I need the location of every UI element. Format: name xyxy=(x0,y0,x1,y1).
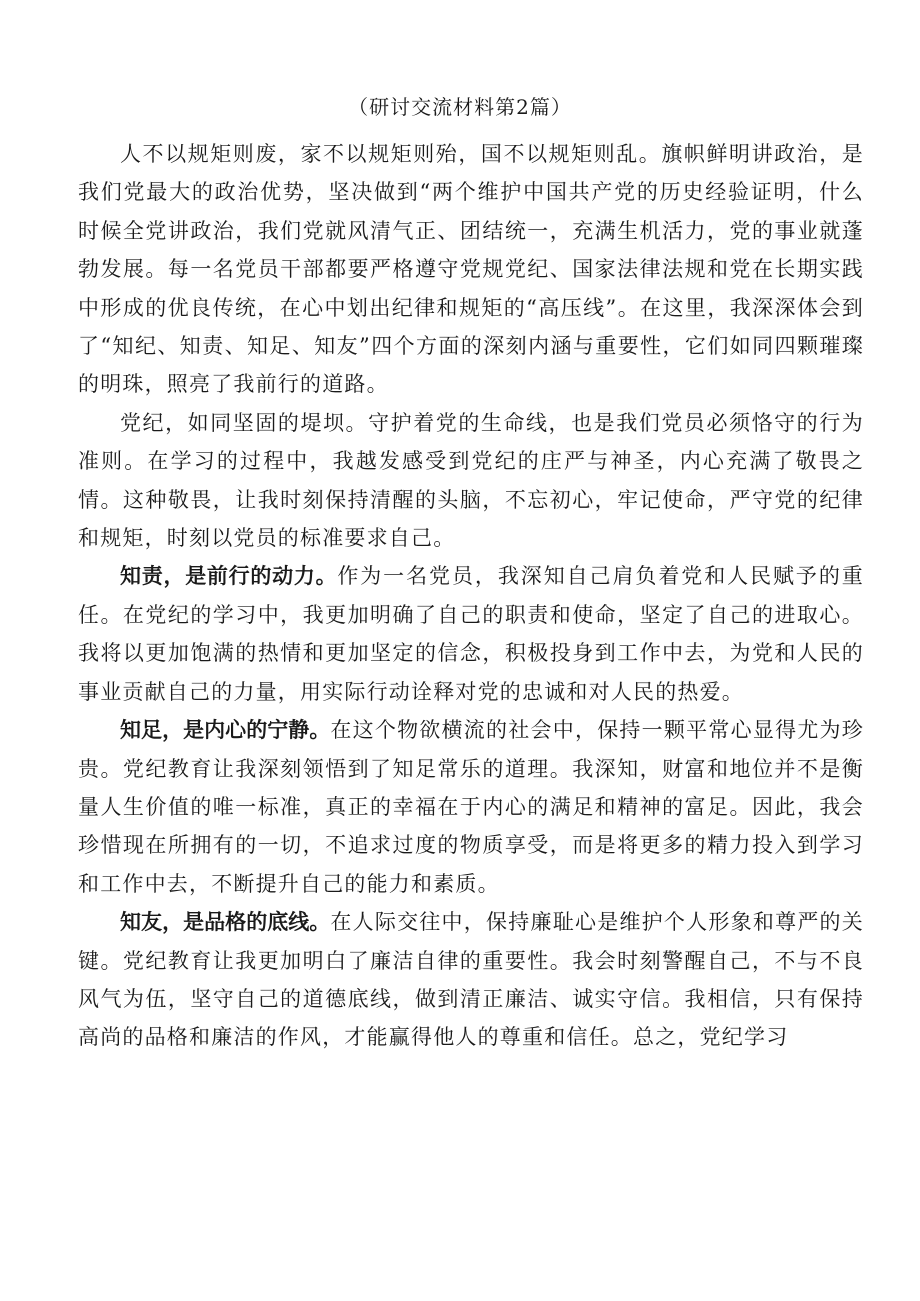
paragraph-text: 在这个物欲横流的社会中，保持一颗平常心显得尤为珍贵。党纪教育让我深刻领悟到了知足常乐的道理。我深知，财富和地位并不是衡量人生价值的唯一标准，真正的幸福在于内心的满足和精神的富足。因此，我会珍惜现在所拥有的一切，不追求过度的物质享受，而是将更多的精力投入到学习和工作中去，不断提升自己的能力和素质。 xyxy=(78,718,864,896)
paragraph-text: 作为一名党员，我深知自己肩负着党和人民赋予的重任。在党纪的学习中，我更加明确了自己的职责和使命，坚定了自己的进取心。我将以更加饱满的热情和更加坚定的信念，积极投身到工作中去，为党和人民的事业贡献自己的力量，用实际行动诠释对党的忠诚和对人民的热爱。 xyxy=(78,564,864,704)
paragraph-know-contentment xyxy=(78,711,864,903)
paragraph-know-friendship xyxy=(78,903,864,1057)
paragraph-text: 在人际交往中，保持廉耻心是维护个人形象和尊严的关键。党纪教育让我更加明白了廉洁自律的重要性。我会时刻警醒自己，不与不良风气为伍，坚守自己的道德底线，做到清正廉洁、诚实守信。我相信，只有保持高尚的品格和廉洁的作风，才能赢得他人的尊重和信任。总之，党纪学习 xyxy=(78,910,864,1050)
paragraph-lead: 知责，是前行的动力。 xyxy=(120,564,338,589)
paragraph-intro xyxy=(78,135,864,404)
paragraph-text: 党纪，如同坚固的堤坝。守护着党的生命线，也是我们党员必须恪守的行为准则。在学习的过程中，我越发感受到党纪的庄严与神圣，内心充满了敬畏之情。这种敬畏，让我时刻保持清醒的头脑，不忘初心，牢记使命，严守党的纪律和规矩，时刻以党员的标准要求自己。 xyxy=(78,410,864,551)
paragraph-text: 人不以规矩则废，家不以规矩则殆，国不以规矩则乱。旗帜鲜明讲政治，是我们党最大的政治优势，坚决做到“两个维护中国共产党的历史经验证明，什么时候全党讲政治，我们党就风清气正、团结统一，充满生机活力，党的事业就蓬勃发展。每一名党员干部都要严格遵守党规党纪、国家法律法规和党在长期实践中形成的优良传统，在心中划出纪律和规矩的“高压线”。在这里，我深深体会到了“知纪、知责、知足、知友”四个方面的深刻内涵与重要性，它们如同四颗璀璨的明珠，照亮了我前行的道路。 xyxy=(78,142,864,397)
paragraph-lead: 知足，是内心的宁静。 xyxy=(120,718,331,743)
paragraph-lead: 知友，是品格的底线。 xyxy=(120,910,331,935)
paragraph-know-responsibility xyxy=(78,557,864,711)
document-body xyxy=(78,135,864,1057)
paragraph-party-discipline xyxy=(78,404,864,558)
document-title: （研讨交流材料第2篇） xyxy=(348,95,572,119)
